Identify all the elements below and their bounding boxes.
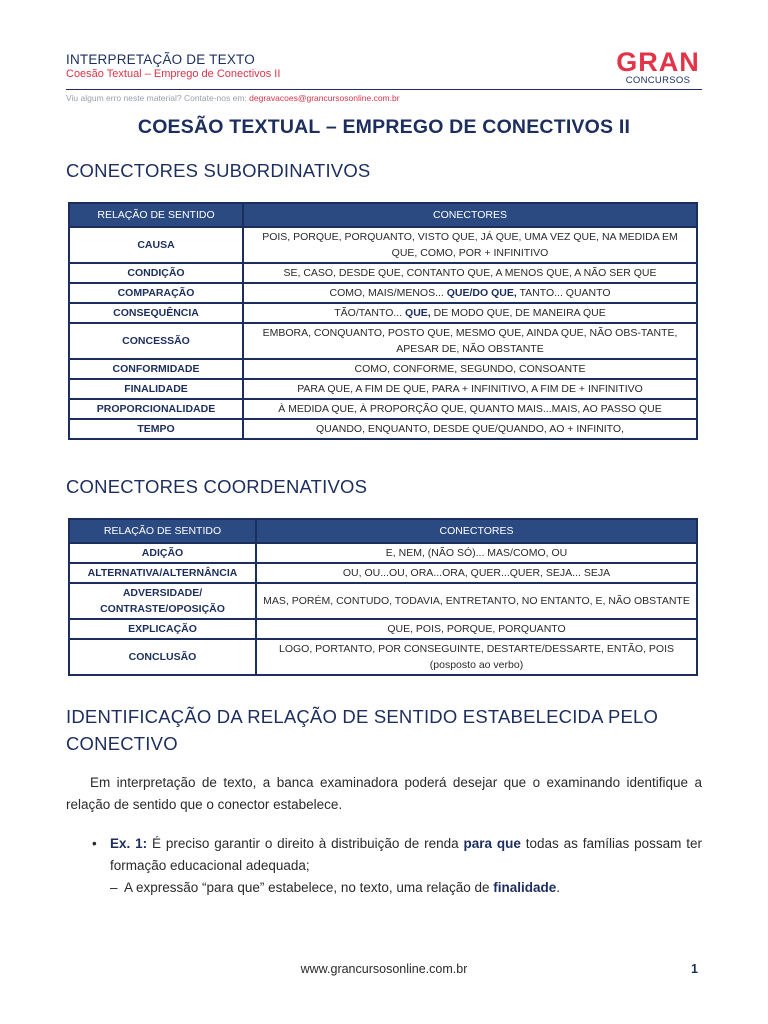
- table-row: [69, 379, 697, 399]
- connectors-cell: [243, 399, 697, 419]
- connector-text: COMO, CONFORME, SEGUNDO, CONSOANTE: [354, 363, 586, 375]
- table-row: [69, 419, 697, 439]
- relation-cell: CONCLUSÃO: [69, 639, 256, 675]
- relation-cell: TEMPO: [69, 419, 243, 439]
- relation-cell: COMPARAÇÃO: [69, 283, 243, 303]
- connector-text: TÃO/TANTO...: [334, 307, 406, 319]
- page-header: [66, 47, 702, 90]
- connector-text: À MEDIDA QUE, À PROPORÇÃO QUE, QUANTO MAIS...MAIS, AO PASSO QUE: [278, 403, 662, 415]
- coordinate-connectors-table: [68, 518, 698, 676]
- note-text-before: A expressão “para que” estabelece, no texto, uma relação de: [124, 880, 494, 895]
- connector-text: SE, CASO, DESDE QUE, CONTANTO QUE, A MENOS QUE, A NÃO SER QUE: [283, 267, 657, 279]
- table-row: [69, 619, 697, 639]
- table-row: [69, 227, 697, 263]
- connector-text: TANTO... QUANTO: [516, 287, 611, 299]
- connector-text: POIS, PORQUE, PORQUANTO, VISTO QUE, JÁ QUE, UMA VEZ QUE, NA MEDIDA EM QUE, COMO, POR + INFINITIVO: [262, 231, 678, 259]
- table-row: [69, 583, 697, 619]
- example-text-before: É preciso garantir o direito à distribuição de renda: [147, 836, 464, 851]
- connectors-cell: [243, 227, 697, 263]
- relation-cell: EXPLICAÇÃO: [69, 619, 256, 639]
- table-row: [69, 543, 697, 563]
- relation-cell: FINALIDADE: [69, 379, 243, 399]
- header-title: INTERPRETAÇÃO DE TEXTO: [66, 52, 255, 67]
- header-divider: [66, 89, 702, 90]
- connectors-cell: [256, 543, 697, 563]
- relation-cell: CONDIÇÃO: [69, 263, 243, 283]
- subordinate-connectors-table: [68, 202, 698, 440]
- page-number: 1: [691, 962, 698, 976]
- footer-url: www.grancursosonline.com.br: [300, 962, 468, 976]
- relation-cell: CONCESSÃO: [69, 323, 243, 359]
- relation-cell: ADVERSIDADE/ CONTRASTE/OPOSIÇÃO: [69, 583, 256, 619]
- example-label: Ex. 1:: [110, 836, 148, 851]
- connectors-cell: [243, 419, 697, 439]
- table-row: [69, 303, 697, 323]
- relation-cell: CAUSA: [69, 227, 243, 263]
- connectors-cell: [243, 303, 697, 323]
- contact-line: [66, 93, 400, 103]
- example-text-after: todas as famílias possam ter formação educacional adequada;: [110, 836, 702, 873]
- connectors-cell: [256, 639, 697, 675]
- logo-sub-text: CONCURSOS: [625, 75, 691, 86]
- connectors-cell: [256, 583, 697, 619]
- contact-label: Viu algum erro neste material? Contate-nos em:: [66, 93, 247, 103]
- column-header-connectors: CONECTORES: [243, 203, 697, 227]
- connector-text: QUANDO, ENQUANTO, DESDE QUE/QUANDO, AO + INFINITO,: [316, 423, 624, 435]
- header-subtitle: Coesão Textual – Emprego de Conectivos II: [66, 68, 281, 80]
- intro-paragraph: Em interpretação de texto, a banca examinadora poderá desejar que o examinando identifique a relação de sentido que o conector estabelece.: [66, 775, 702, 812]
- table-row: [69, 283, 697, 303]
- table-row: [69, 359, 697, 379]
- example-1: [66, 833, 702, 876]
- relation-cell: CONFORMIDADE: [69, 359, 243, 379]
- document-title: COESÃO TEXTUAL – EMPREGO DE CONECTIVOS II: [137, 116, 631, 138]
- connector-text: EMBORA, CONQUANTO, POSTO QUE, MESMO QUE, AINDA QUE, NÃO OBS-TANTE, APESAR DE, NÃO OBSTANTE: [262, 327, 678, 355]
- connectors-cell: [243, 323, 697, 359]
- bullet: •: [92, 836, 97, 851]
- connector-highlight: QUE/DO QUE,: [446, 287, 517, 299]
- connector-text: LOGO, PORTANTO, POR CONSEGUINTE, DESTARTE/DESSARTE, ENTÃO, POIS (posposto ao verbo): [279, 643, 674, 671]
- table-row: [69, 323, 697, 359]
- connectors-cell: [243, 263, 697, 283]
- connector-text: PARA QUE, A FIM DE QUE, PARA + INFINITIVO, A FIM DE + INFINITIVO: [297, 383, 643, 395]
- section-heading-subordinativos: CONECTORES SUBORDINATIVOS: [66, 160, 371, 181]
- connector-text: DE MODO QUE, DE MANEIRA QUE: [430, 307, 606, 319]
- table-row: [69, 563, 697, 583]
- note-text-after: .: [556, 880, 561, 895]
- table-row: [69, 399, 697, 419]
- gran-logo: [616, 47, 700, 86]
- table-row: [69, 639, 697, 675]
- connector-text: OU, OU...OU, ORA...ORA, QUER...QUER, SEJA... SEJA: [342, 567, 611, 579]
- column-header-relation: RELAÇÃO DE SENTIDO: [69, 203, 243, 227]
- connectors-cell: [243, 379, 697, 399]
- logo-main-text: GRAN: [616, 47, 700, 77]
- connector-text: E, NEM, (NÃO SÓ)... MAS/COMO, OU: [385, 547, 568, 559]
- connector-text: COMO, MAIS/MENOS...: [329, 287, 447, 299]
- connector-highlight: QUE,: [405, 307, 431, 319]
- connectors-cell: [256, 563, 697, 583]
- table-row: [69, 263, 697, 283]
- connector-text: QUE, POIS, PORQUE, PORQUANTO: [387, 623, 566, 635]
- relation-cell: CONSEQUÊNCIA: [69, 303, 243, 323]
- relation-cell: PROPORCIONALIDADE: [69, 399, 243, 419]
- connectors-cell: [243, 359, 697, 379]
- example-highlight: para que: [463, 836, 521, 851]
- relation-cell: ADIÇÃO: [69, 543, 256, 563]
- column-header-connectors: CONECTORES: [256, 519, 697, 543]
- contact-email-link[interactable]: degravacoes@grancursosonline.com.br: [249, 93, 400, 103]
- connector-text: MAS, PORÉM, CONTUDO, TODAVIA, ENTRETANTO, NO ENTANTO, E, NÃO OBSTANTE: [263, 595, 690, 607]
- connectors-cell: [256, 619, 697, 639]
- dash: –: [110, 880, 118, 895]
- note-highlight: finalidade: [493, 880, 557, 895]
- section-heading-coordenativos: CONECTORES COORDENATIVOS: [66, 476, 368, 497]
- column-header-relation: RELAÇÃO DE SENTIDO: [69, 519, 256, 543]
- example-1-note: [66, 877, 702, 899]
- relation-cell: ALTERNATIVA/ALTERNÂNCIA: [69, 563, 256, 583]
- section-heading-identificacao: IDENTIFICAÇÃO DA RELAÇÃO DE SENTIDO ESTABELECIDA PELO CONECTIVO: [66, 706, 659, 754]
- connectors-cell: [243, 283, 697, 303]
